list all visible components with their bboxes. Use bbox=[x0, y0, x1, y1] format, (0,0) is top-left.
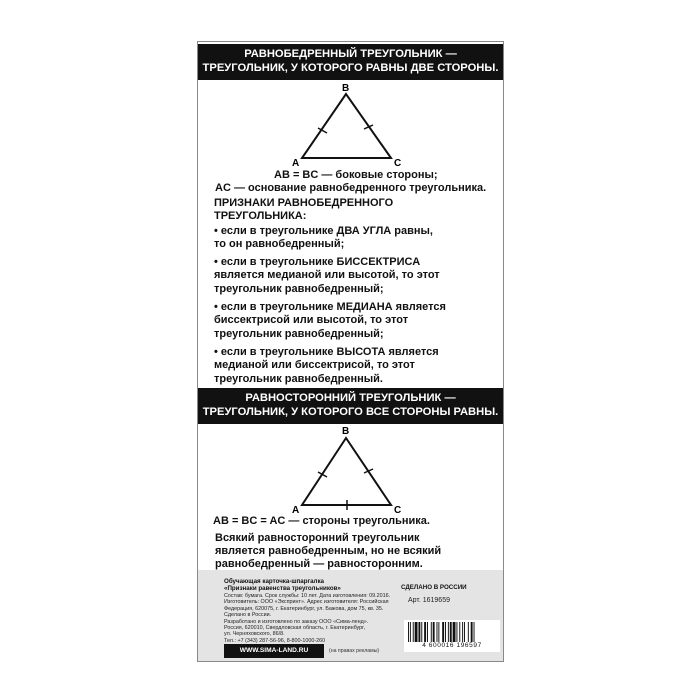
criteria-item bbox=[214, 256, 499, 296]
website-label: WWW.SIMA-LAND.RU bbox=[224, 644, 324, 658]
info-line: Изготовитель: ООО «Экспринт». Адрес изготовителя: Российская bbox=[224, 599, 389, 606]
vertex-label-a: A bbox=[292, 505, 300, 516]
info-line: Сделано в России. bbox=[224, 612, 272, 619]
criteria-item-line: является медианой или высотой, то этот bbox=[214, 269, 440, 282]
info-line: Россия, 620010, Свердловская область, г. Екатеринбург, bbox=[224, 625, 365, 632]
isosceles-band-line2: ТРЕУГОЛЬНИК, У КОТОРОГО РАВНЫ ДВЕ СТОРОНЫ. bbox=[202, 62, 499, 74]
criteria-item-line: треугольник равнобедренный. bbox=[214, 372, 383, 385]
cheat-sheet-card bbox=[197, 41, 504, 662]
product-info-text bbox=[224, 593, 390, 644]
isosceles-criteria bbox=[214, 197, 499, 391]
vertex-label-c: C bbox=[394, 505, 402, 516]
criteria-heading-line2: ТРЕУГОЛЬНИКА: bbox=[214, 210, 307, 223]
criteria-item-line: • если в треугольнике МЕДИАНА является bbox=[214, 301, 446, 314]
isosceles-band-line1: РАВНОБЕДРЕННЫЙ ТРЕУГОЛЬНИК — bbox=[244, 48, 457, 60]
product-title-line2: «Признаки равенства треугольников» bbox=[224, 585, 341, 592]
info-line: Федерация, 620075, г. Екатеринбург, ул. Бажова, дом 75, кв. 35. bbox=[224, 605, 384, 612]
article-number: Арт. 1619659 bbox=[408, 597, 450, 604]
info-line: Разработано и изготовлено по заказу ООО «Сима-ленд». bbox=[224, 618, 369, 625]
criteria-item-line: биссектрисой или высотой, то этот bbox=[214, 314, 409, 327]
product-info-footer bbox=[198, 570, 503, 662]
criteria-item bbox=[214, 301, 499, 341]
criteria-item-line: треугольник равнобедренный; bbox=[214, 282, 384, 295]
vertex-label-b: B bbox=[342, 83, 350, 94]
criteria-item-line: • если в треугольнике ВЫСОТА является bbox=[214, 345, 439, 358]
isosceles-triangle-diagram bbox=[278, 83, 428, 169]
criteria-item-line: то он равнобедренный; bbox=[214, 237, 345, 250]
isosceles-caption-line1: AB = BC — боковые стороны; bbox=[274, 169, 438, 181]
criteria-item bbox=[214, 346, 499, 386]
vertex-label-b: B bbox=[342, 426, 350, 437]
isosceles-definition-band bbox=[198, 44, 503, 80]
criteria-item-line: • если в треугольнике БИССЕКТРИСА bbox=[214, 256, 421, 269]
criteria-item-line: • если в треугольнике ДВА УГЛА равны, bbox=[214, 224, 433, 237]
vertex-label-c: C bbox=[394, 158, 402, 169]
equilateral-band-line2: ТРЕУГОЛЬНИК, У КОТОРОГО ВСЕ СТОРОНЫ РАВНЫ. bbox=[202, 406, 499, 418]
barcode-bars bbox=[406, 622, 498, 642]
equilateral-band-line1: РАВНОСТОРОННИЙ ТРЕУГОЛЬНИК — bbox=[245, 392, 456, 404]
info-line: Состав: бумага. Срок службы: 10 лет. Дата изготовления: 09.2016. bbox=[224, 593, 391, 599]
equilateral-triangle-diagram bbox=[278, 425, 428, 515]
product-title-line1: Обучающая карточка-шпаргалка bbox=[224, 578, 324, 585]
isosceles-triangle-shape bbox=[302, 94, 391, 158]
criteria-item-line: треугольник равнобедренный; bbox=[214, 327, 384, 340]
equilateral-note-line1: Всякий равносторонний треугольник bbox=[215, 532, 420, 544]
equilateral-note-line2: является равнобедренным, но не всякий bbox=[215, 545, 442, 557]
equilateral-caption: AB = BC = AC — стороны треугольника. bbox=[213, 515, 430, 527]
barcode-digits: 4 600016 196597 bbox=[422, 642, 482, 649]
info-line: ул. Черняховского, 86/8. bbox=[224, 631, 285, 638]
criteria-heading-line1: ПРИЗНАКИ РАВНОБЕДРЕННОГО bbox=[214, 197, 394, 209]
equilateral-note-line3: равнобедренный — равносторонним. bbox=[215, 558, 423, 570]
equilateral-triangle-shape bbox=[302, 438, 391, 505]
vertex-label-a: A bbox=[292, 158, 300, 169]
isosceles-caption-line2: AC — основание равнобедренного треугольника. bbox=[215, 182, 487, 194]
equilateral-definition-band bbox=[198, 388, 503, 424]
criteria-item bbox=[214, 225, 499, 252]
criteria-heading bbox=[214, 197, 499, 224]
barcode bbox=[404, 620, 500, 652]
advertising-note: (на правах рекламы) bbox=[329, 648, 380, 654]
made-in-russia: СДЕЛАНО В РОССИИ bbox=[401, 584, 467, 591]
criteria-item-line: медианой или биссектрисой, то этот bbox=[214, 359, 415, 372]
info-line: Тел.: +7 (343) 287-56-96, 8-800-1000-260 bbox=[224, 637, 326, 644]
